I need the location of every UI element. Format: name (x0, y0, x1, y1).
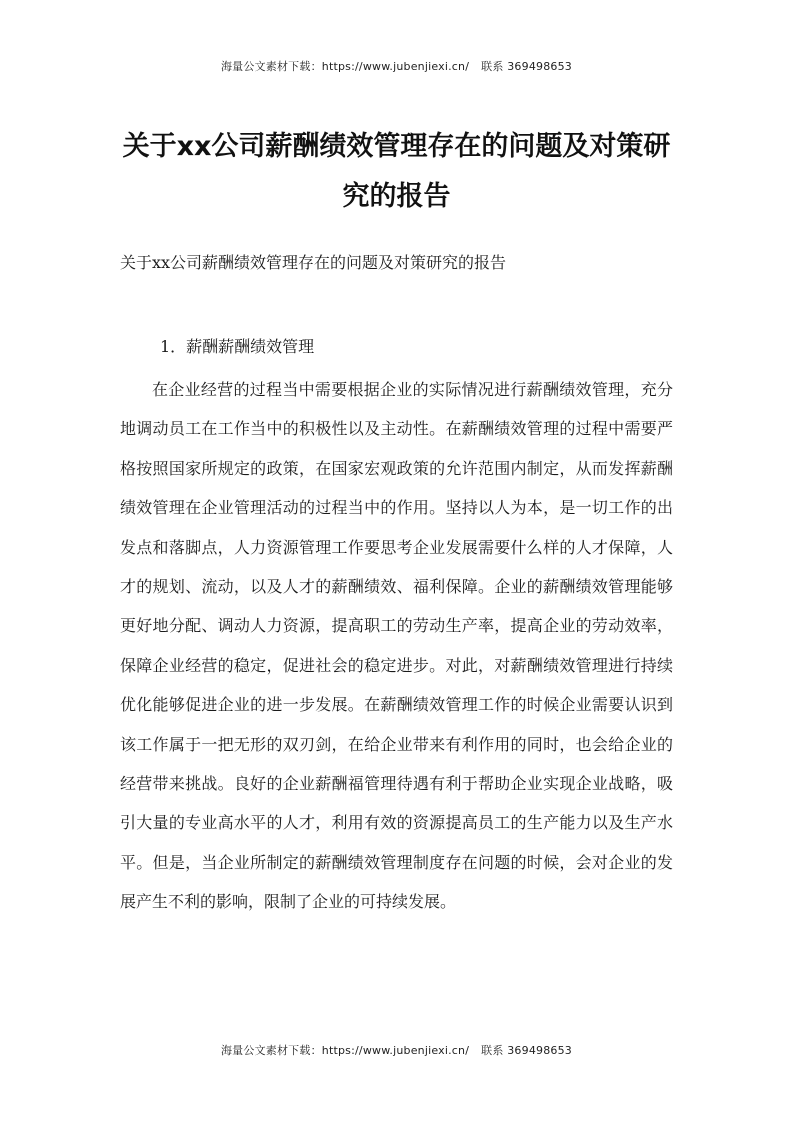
page-footer (0, 1042, 793, 1058)
document-subtitle: 关于xx公司薪酬绩效管理存在的问题及对策研究的报告 (120, 253, 507, 272)
footer-contact: 联系 369498653 (481, 1044, 573, 1057)
body-paragraph: 在企业经营的过程当中需要根据企业的实际情况进行薪酬绩效管理，充分地调动员工在工作当中的积极性以及主动性。在薪酬绩效管理的过程中需要严格按照国家所规定的政策，在国家宏观政策的允许范围内制定，从而发挥薪酬绩效管理在企业管理活动的过程当中的作用。坚持以人为本，是一切工作的出发点和落脚点，人力资源管理工作要思考企业发展需要什么样的人才保障，人才的规划、流动，以及人才的薪酬绩效、福利保障。企业的薪酬绩效管理能够更好地分配、调动人力资源，提高职工的劳动生产率，提高企业的劳动效率，保障企业经营的稳定，促进社会的稳定进步。对此，对薪酬绩效管理进行持续优化能够促进企业的进一步发展。在薪酬绩效管理工作的时候企业需要认识到该工作属于一把无形的双刃剑，在给企业带来有利作用的同时，也会给企业的经营带来挑战。良好的企业薪酬福管理待遇有利于帮助企业实现企业战略，吸引大量的专业高水平的人才，利用有效的资源提高员工的生产能力以及生产水平。但是，当企业所制定的薪酬绩效管理制度存在问题的时候，会对企业的发展产生不利的影响，限制了企业的可持续发展。 (120, 380, 673, 912)
footer-download-label: 海量公文素材下载：https://www.jubenjiexi.cn/ (220, 1044, 470, 1057)
header-contact: 联系 369498653 (481, 60, 573, 73)
header-download-label: 海量公文素材下载：https://www.jubenjiexi.cn/ (220, 60, 470, 73)
page-header (0, 58, 793, 74)
document-title: 关于xx公司薪酬绩效管理存在的问题及对策研究的报告 (122, 131, 671, 212)
section-heading: 1．薪酬薪酬绩效管理 (160, 337, 315, 356)
